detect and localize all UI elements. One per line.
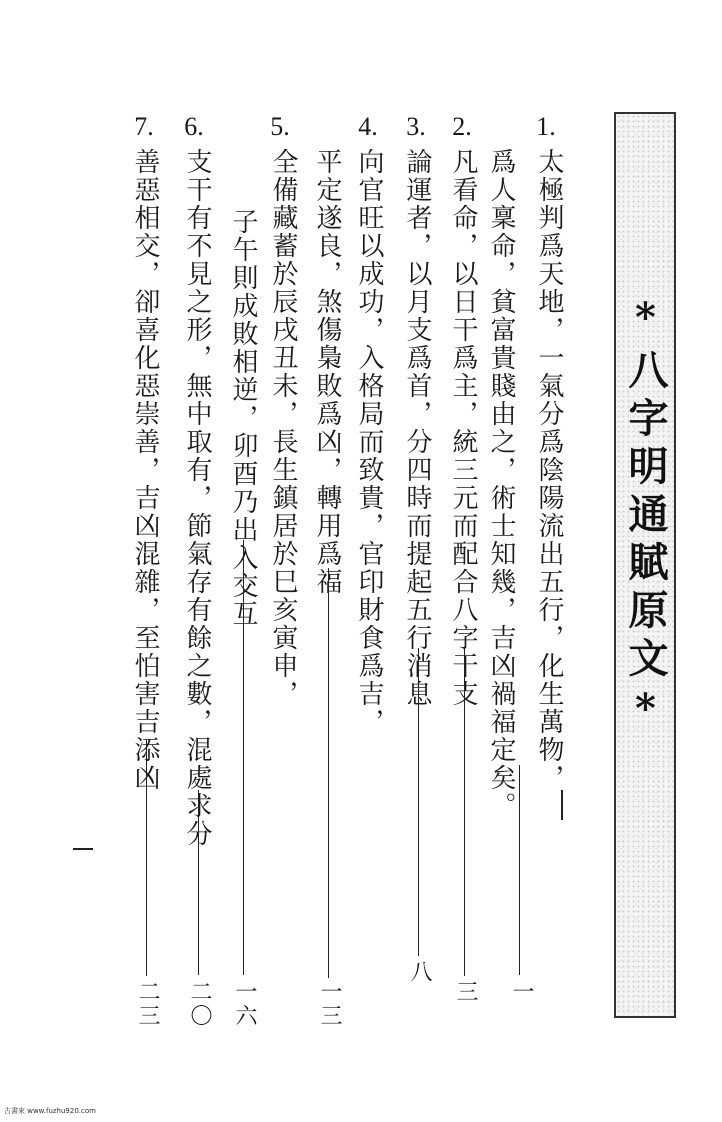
leader-line: [418, 648, 419, 956]
entry-text-line: 善惡相交，卻喜化惡崇善，吉凶混雜，至怕害吉添凶: [130, 148, 160, 792]
page-ref: 一: [509, 980, 534, 1004]
entry-text-line: 爲人稟命，貧富貴賤由之，術士知幾，吉凶禍福定矣。: [486, 148, 516, 820]
footer-credit: 古書來 www.fuzhu920.com: [4, 1107, 96, 1115]
entry-number: 3.: [406, 112, 426, 141]
title-box: [614, 112, 676, 1018]
entry-text-line: 論運者，以月支爲首，分四時而提起五行消息: [402, 148, 432, 708]
entry-text-line: 向官旺以成功，入格局而致貴，官印財食爲吉，: [354, 148, 384, 736]
page-ref: 一三: [317, 980, 342, 1028]
page-ref: 二〇: [187, 980, 212, 1028]
leader-line: [243, 540, 244, 975]
entry-number: 7.: [134, 112, 154, 141]
entry-number: 5.: [270, 112, 290, 141]
leader-line: [146, 740, 147, 976]
entry-text-line: 太極判爲天地，一氣分爲陰陽流出五行，化生萬物，: [534, 148, 564, 792]
entry-text-line: 平定遂良，煞傷梟敗爲凶，轉用爲福: [312, 148, 342, 596]
page-ref: 一六: [232, 980, 257, 1028]
entry-number: 6.: [184, 112, 204, 141]
leader-line: [519, 765, 520, 975]
entry-number: 4.: [358, 112, 378, 141]
page-title: *八字明通賦原文*: [622, 294, 669, 740]
leader-line: [198, 790, 199, 975]
leader-line: [464, 648, 465, 976]
page-ref: 八: [407, 960, 432, 984]
entry-number: 1.: [536, 112, 556, 141]
entry-1: [520, 112, 572, 1012]
entry-text-line: 全備藏蓄於辰戌丑未，長生鎮居於巳亥寅申，: [268, 148, 298, 708]
page-folio-mark: [73, 848, 93, 850]
entry-text-line: 支干有不見之形，無中取有，節氣存有餘之數，混處求分: [182, 148, 212, 848]
entry-text-line: 凡看命，以日干爲主，統三元而配合八字干支: [448, 148, 478, 708]
page-ref: 二三: [135, 980, 160, 1028]
leader-line: [328, 568, 329, 978]
entry-number: 2.: [452, 112, 472, 141]
page-ref: 三: [453, 980, 478, 1004]
entry-text-line: 子午則成敗相逆，卯酉乃出入交互: [228, 208, 258, 628]
section-mark: [561, 790, 563, 820]
